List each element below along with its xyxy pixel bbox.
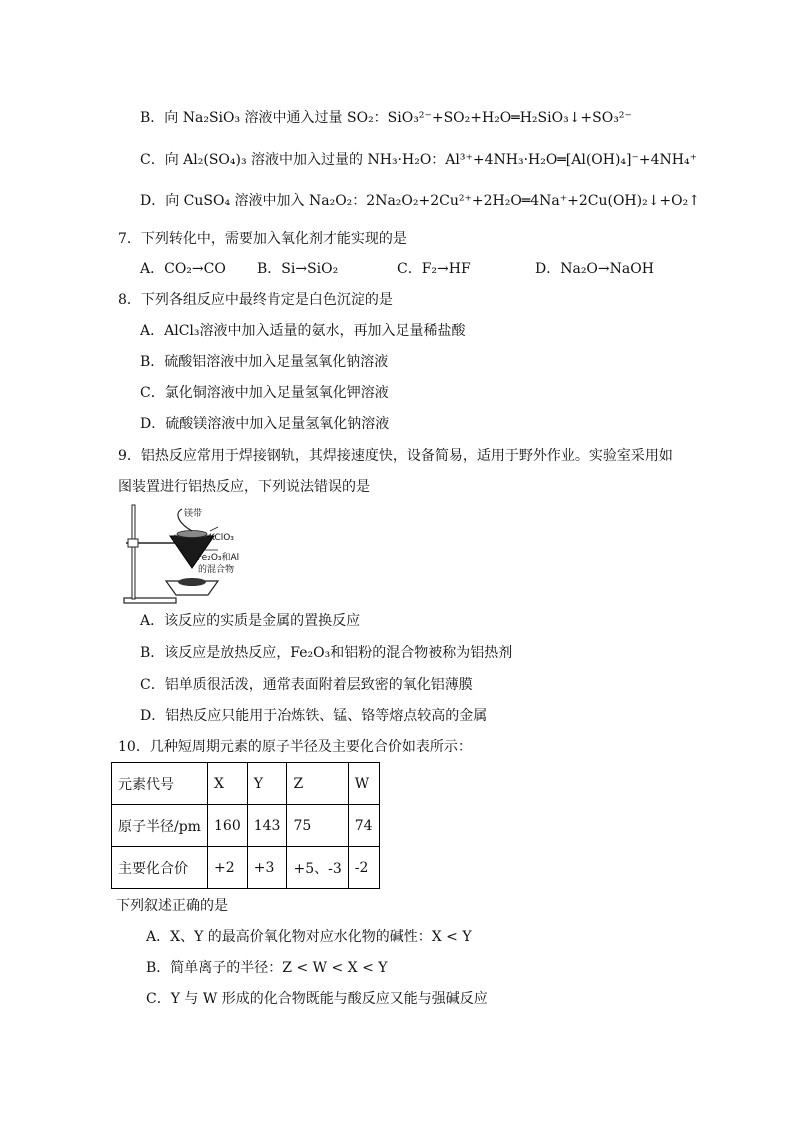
q7-option-c: C．F₂→HF bbox=[397, 261, 471, 277]
q7-option-a: A．CO₂→CO bbox=[140, 261, 226, 277]
table-row bbox=[112, 847, 380, 889]
q8-option-c: C．氯化铜溶液中加入足量氢氧化钾溶液 bbox=[140, 385, 389, 401]
element-table bbox=[111, 762, 380, 889]
table-cell: X bbox=[208, 763, 248, 805]
q10-option-a: A．X、Y 的最高价氧化物对应水化物的碱性：X < Y bbox=[146, 929, 472, 945]
q8-option-a: A．AlCl₃溶液中加入适量的氨水，再加入足量稀盐酸 bbox=[140, 323, 466, 339]
table-cell: +2 bbox=[208, 847, 248, 889]
table-cell: -2 bbox=[348, 847, 379, 889]
table-cell: 160 bbox=[208, 805, 248, 847]
q6-option-c: C．向 Al₂(SO₄)₃ 溶液中加入过量的 NH₃·H₂O：Al³⁺+4NH₃·H₂O═[Al(OH)₄]⁻+4NH₄⁺ bbox=[140, 152, 697, 168]
q10-stem: 10．几种短周期元素的原子半径及主要化合价如表所示： bbox=[118, 739, 472, 755]
q7-stem: 7．下列转化中，需要加入氧化剂才能实现的是 bbox=[118, 231, 407, 247]
q8-option-b: B．硫酸铝溶液中加入足量氢氧化钠溶液 bbox=[140, 354, 389, 370]
q9-stem-line1: 9．铝热反应常用于焊接钢轨，其焊接速度快，设备简易，适用于野外作业。实验室采用如 bbox=[118, 448, 673, 464]
q9-option-c: C．铝单质很活泼，通常表面附着层致密的氧化铝薄膜 bbox=[140, 677, 473, 693]
q7-option-b: B．Si→SiO₂ bbox=[257, 261, 339, 277]
table-cell: Z bbox=[287, 763, 348, 805]
table-cell: 143 bbox=[247, 805, 287, 847]
table-row bbox=[112, 763, 380, 805]
q9-option-a: A．该反应的实质是金属的置换反应 bbox=[140, 613, 361, 629]
q9-stem-line2: 图装置进行铝热反应，下列说法错误的是 bbox=[118, 479, 370, 495]
q6-option-b: B．向 Na₂SiO₃ 溶液中通入过量 SO₂：SiO₃²⁻+SO₂+H₂O═H₂SiO₃↓+SO₃²⁻ bbox=[140, 110, 632, 126]
table-cell: 原子半径/pm bbox=[112, 805, 208, 847]
fig-label-mixture-line1: Fe₂O₃和Al bbox=[197, 553, 240, 563]
q8-option-d: D．硫酸镁溶液中加入足量氢氧化钠溶液 bbox=[140, 416, 390, 432]
q10-lead-in: 下列叙述正确的是 bbox=[116, 898, 228, 914]
table-cell: 主要化合价 bbox=[112, 847, 208, 889]
table-cell: +5、-3 bbox=[287, 847, 348, 889]
table-cell: 74 bbox=[348, 805, 379, 847]
table-cell: Y bbox=[247, 763, 287, 805]
fig-label-mg-ribbon: 镁带 bbox=[184, 509, 203, 519]
table-cell: W bbox=[348, 763, 379, 805]
thermite-apparatus-figure bbox=[122, 503, 262, 607]
q10-option-c: C．Y 与 W 形成的化合物既能与酸反应又能与强碱反应 bbox=[146, 991, 488, 1007]
q9-option-d: D．铝热反应只能用于冶炼铁、锰、铬等熔点较高的金属 bbox=[140, 708, 488, 724]
q10-option-b: B．简单离子的半径：Z < W < X < Y bbox=[146, 960, 388, 976]
fig-label-kclo3: KClO₃ bbox=[209, 533, 234, 543]
q8-stem: 8．下列各组反应中最终肯定是白色沉淀的是 bbox=[118, 292, 393, 308]
q9-option-b: B．该反应是放热反应，Fe₂O₃和铝粉的混合物被称为铝热剂 bbox=[140, 645, 513, 661]
fig-label-mixture-line2: 的混合物 bbox=[198, 565, 235, 575]
table-cell: 75 bbox=[287, 805, 348, 847]
table-cell: +3 bbox=[247, 847, 287, 889]
q6-option-d: D．向 CuSO₄ 溶液中加入 Na₂O₂：2Na₂O₂+2Cu²⁺+2H₂O═4Na⁺+2Cu(OH)₂↓+O₂↑ bbox=[140, 193, 700, 209]
table-cell: 元素代号 bbox=[112, 763, 208, 805]
q7-option-d: D．Na₂O→NaOH bbox=[535, 261, 654, 277]
table-row bbox=[112, 805, 380, 847]
